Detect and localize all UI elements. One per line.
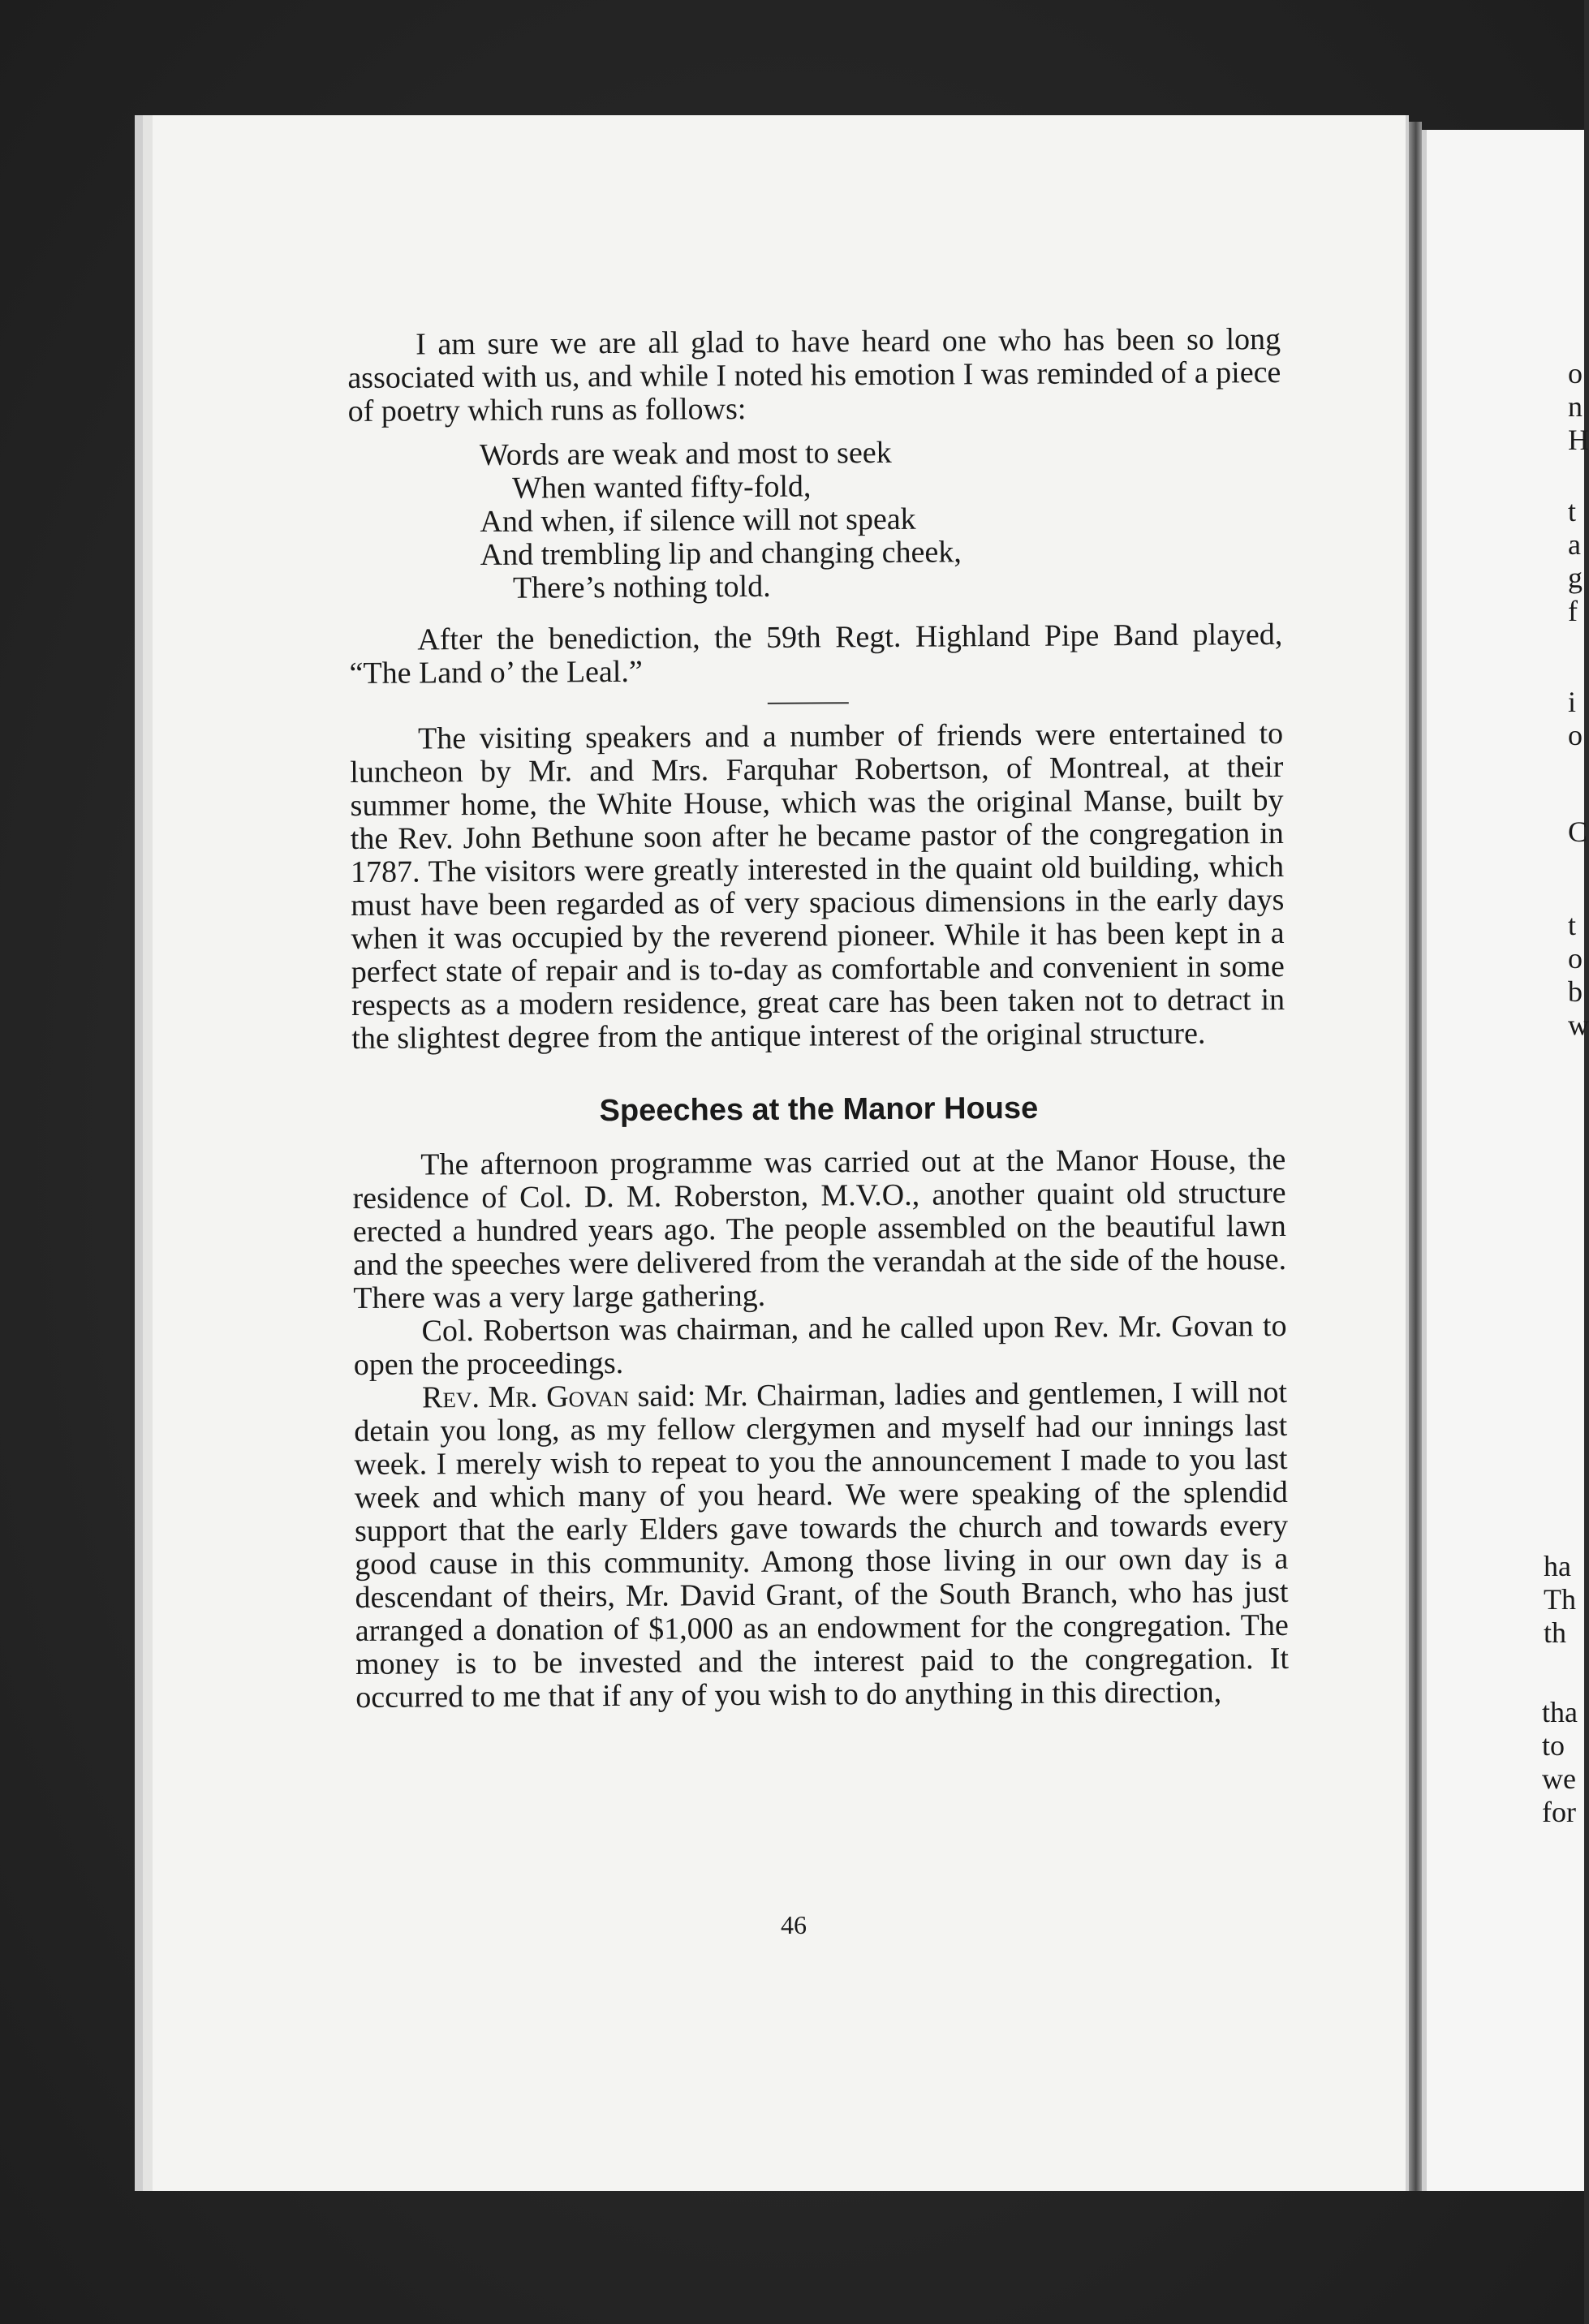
facing-fragment: n (1568, 390, 1583, 423)
facing-fragment: t (1568, 495, 1577, 527)
facing-fragment: b (1568, 975, 1583, 1008)
facing-page-text (1542, 1696, 1578, 1829)
facing-fragment: th (1544, 1616, 1567, 1649)
facing-fragment: C (1568, 816, 1588, 848)
paragraph: Col. Robertson was chairman, and he called upon Rev. Mr. Govan to open the proceedings. (353, 1308, 1287, 1382)
facing-fragment: o (1568, 942, 1583, 975)
poem-line: When wanted fifty-fold, (512, 469, 812, 506)
facing-fragment: o (1568, 719, 1583, 751)
facing-page-text (1568, 357, 1589, 457)
poem-line: And when, if silence will not speak (480, 501, 916, 540)
facing-fragment: ha (1544, 1550, 1571, 1582)
paragraph (354, 1376, 1289, 1715)
facing-page-text (1568, 909, 1589, 1042)
facing-page-text (1568, 816, 1587, 849)
facing-page (1422, 130, 1584, 2191)
poem-line: Words are weak and most to seek (479, 435, 892, 473)
paragraph-text: said: Mr. Chairman, ladies and gentlemen, I will not detain you long, as my fellow clergymen and myself had our innings last week. I merely wish to repeat to you the announcement I made to you last week and which many of you heard. We were speaking of the splendid support that the early Elders gave towards the church and towards every good cause in this community. Among those living in our own day is a descendant of theirs, Mr. David Grant, of the South Branch, who has just arranged a donation of $1,000 as an endowment for the congregation. The money is to be invested and the interest paid to the congregation. It occurred to me that if any of you wish to do anything in this direction, (354, 1375, 1290, 1715)
facing-page-text (1568, 495, 1583, 628)
facing-fragment: a (1568, 528, 1581, 561)
paragraph: The visiting speakers and a number of friends were entertained to luncheon by Mr. and Mrs. Farquhar Robertson, of Montreal, at their summer home, the White House, which was the original Manse, built by the Rev. John Bethune soon after he became pastor of the congregation in 1787. The visitors were greatly interested in the quaint old building, which must have been regarded as of very spacious dimensions in the early days when it was occupied by the reverend pioneer. While it has been kept in a perfect state of repair and is to-day as comfortable and convenient in some respects as a modern residence, great care has been taken not to detract in the slightest degree from the antique interest of the original structure. (350, 716, 1285, 1056)
poem-line: And trembling lip and changing cheek, (480, 535, 962, 573)
facing-page-text (1544, 1550, 1576, 1650)
facing-fragment: tha (1542, 1696, 1578, 1728)
facing-fragment: g (1568, 562, 1583, 594)
facing-fragment: to (1542, 1729, 1565, 1762)
paragraph: I am sure we are all glad to have heard one who has been so long associated with us, and while I noted his emotion I was reminded of a piece of poetry which runs as follows: (347, 321, 1281, 428)
speaker-name: Rev. Mr. Govan (421, 1379, 630, 1415)
facing-fragment: w (1568, 1009, 1589, 1041)
facing-fragment: f (1568, 595, 1578, 627)
facing-fragment: Th (1544, 1583, 1576, 1616)
facing-fragment: o (1568, 357, 1583, 389)
page-body (347, 323, 1289, 1715)
facing-fragment: H (1568, 424, 1589, 456)
page-number: 46 (781, 1910, 807, 1939)
paragraph: The afternoon programme was carried out at the Manor House, the residence of Col. D. M. Roberston, M.V.O., another quaint old structure erected a hundred years ago. The people assembled on the beautiful lawn and the speeches were delivered from the verandah at the side of the house. There was a very large gathering. (352, 1142, 1287, 1315)
facing-fragment: i (1568, 686, 1577, 718)
paragraph: After the benediction, the 59th Regt. Highland Pipe Band played, “The Land o’ the Leal.” (349, 617, 1283, 691)
facing-page-text (1568, 686, 1583, 752)
facing-fragment: for (1542, 1796, 1576, 1828)
poem-line: There’s nothing told. (512, 569, 771, 605)
book-gutter (1409, 122, 1422, 2191)
section-heading: Speeches at the Manor House (599, 1091, 1039, 1129)
poem-stanza (480, 434, 1282, 605)
facing-fragment: t (1568, 909, 1577, 941)
section-divider (768, 702, 849, 704)
facing-fragment: we (1542, 1762, 1576, 1795)
